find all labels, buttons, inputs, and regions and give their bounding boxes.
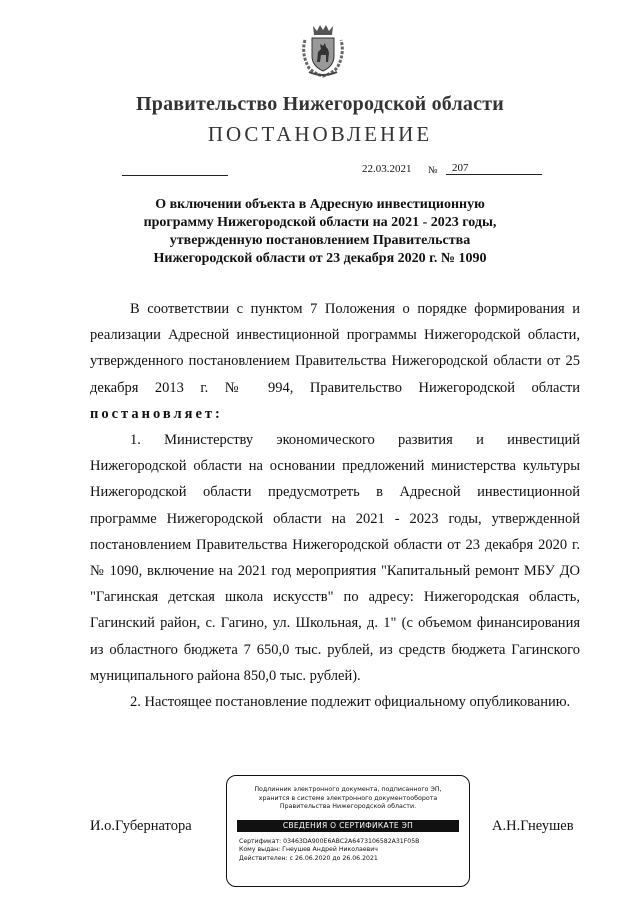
certificate-validity: Действителен: с 26.06.2020 до 26.06.2021	[239, 854, 378, 862]
number-label: №	[428, 165, 438, 176]
subject-line: О включении объекта в Адресную инвестиционную	[155, 197, 485, 212]
item-1-paragraph: 1. Министерству экономического развития и инвестиций Нижегородской области на основании предложений министерства культуры Нижегородской области предусмотреть в Адресной инвестиционной программе Нижегородской области на 2021 - 2023 годы, утвержденной постановлением Правительства Нижегородской области от 23 декабря 2020 г. № 1090, включение на 2021 год мероприятия "Капитальный ремонт МБУ ДО "Гагинская детская школа искусств" по адресу: Нижегородская область, Гагинский район, с. Гагино, ул. Школьная, д. 1" (с объемом финансирования из областного бюджета 7 650,0 тыс. рублей, из средств бюджета Гагинского муниципального района 850,0 тыс. рублей).	[90, 432, 580, 684]
government-name: Правительство Нижегородской области	[136, 93, 504, 115]
preamble-text: В соответствии с пунктом 7 Положения о порядке формирования и реализации Адресной инвестиционной программы Нижегородской области, утвержденного постановлением Правительства Нижегородской области от 25 декабря 2013 г. № 994, Правительство Нижегородской области	[90, 301, 580, 396]
certificate-owner: Кому выдан: Гнеушев Андрей Николаевич	[239, 846, 378, 854]
subject-line: утвержденную постановлением Правительства	[169, 233, 471, 248]
document-subject	[110, 196, 530, 268]
stamp-certificate-details	[239, 838, 463, 863]
registration-blank-line	[122, 175, 228, 176]
document-body	[90, 296, 580, 715]
stamp-certificate-header: СВЕДЕНИЯ О СЕРТИФИКАТЕ ЭП	[237, 820, 459, 832]
stamp-notice-line: Правительства Нижегородской области.	[279, 803, 417, 811]
subject-line: программу Нижегородской области на 2021 - 2023 годы,	[143, 215, 497, 230]
stamp-notice-line: хранится в системе электронного документооборота	[258, 794, 438, 802]
nizhny-novgorod-coat-of-arms-icon	[295, 22, 351, 78]
stamp-notice-line: Подлинник электронного документа, подписанного ЭП,	[254, 786, 442, 793]
certificate-serial: Сертификат: 03463DA900E6ABC2A6473106582A31F05B	[239, 838, 420, 845]
item-2-paragraph: 2. Настоящее постановление подлежит официальному опубликованию.	[130, 694, 571, 711]
resolves-word: постановляет:	[90, 405, 223, 422]
document-date: 22.03.2021	[362, 163, 412, 175]
signer-name: А.Н.Гнеушев	[492, 818, 574, 834]
preamble-paragraph	[90, 296, 580, 427]
stamp-notice	[233, 786, 463, 812]
document-type-title: ПОСТАНОВЛЕНИЕ	[207, 122, 433, 146]
signer-position: И.о.Губернатора	[90, 818, 192, 834]
electronic-signature-stamp	[226, 775, 470, 887]
subject-line: Нижегородской области от 23 декабря 2020 г. № 1090	[153, 251, 487, 266]
document-number: 207	[446, 162, 542, 175]
